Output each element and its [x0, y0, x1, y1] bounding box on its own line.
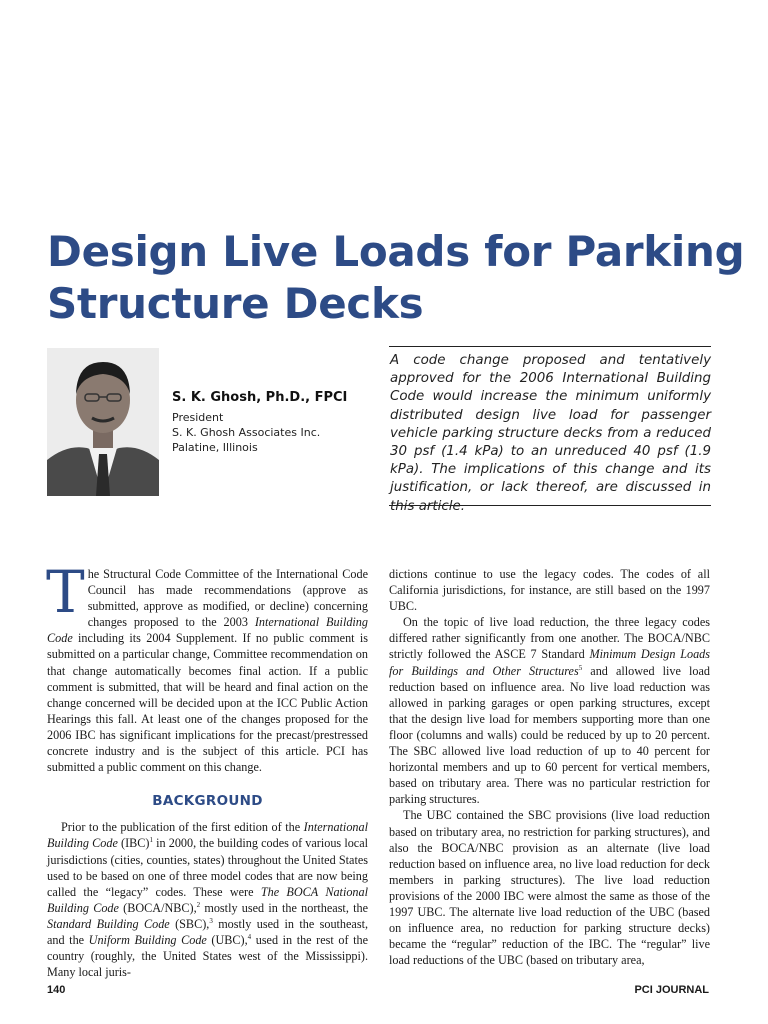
footnote-ref: 3: [209, 916, 213, 925]
author-photo: [47, 348, 159, 496]
italic-text: The BOCA National Building Code: [47, 884, 368, 915]
journal-name: PCI JOURNAL: [634, 984, 709, 996]
footnote-ref: 4: [247, 932, 252, 941]
page-number: 140: [47, 984, 66, 996]
article-title-line-2: Structure Decks: [47, 279, 424, 328]
ubc-paragraph: The UBC contained the SBC provisions (live load reduction based on tributary area, no restriction for parking structures), and also the BOCA/NBC provision as an alternate (live load reduction based on influence area, no live load reduction for deck members in parking structures). The live load reduction provisions of the 2000 IBC were almost the same as those of the 1997 UBC. The alternate live load reduction of the UBC (based on influence area, no reduction for parking structure decks) became the “regular” reduction of the IBC. The “regular” live load reductions of the UBC (based on tributary area,: [389, 808, 710, 968]
body-column-left: [46, 558, 369, 980]
body-text: On the topic of live load reduction, the three legacy codes differed rather significantly from one another. The BOCA/NBC strictly followed the ASCE 7 Standard: [389, 615, 710, 662]
author-location: Palatine, Illinois: [172, 441, 258, 454]
continued-paragraph: dictions continue to use the legacy codes. The codes of all California jurisdictions, for instance, are still based on the 1997 UBC.: [389, 567, 710, 614]
body-text: mostly used in the southeast, and the: [47, 916, 369, 947]
body-column-right: [389, 566, 710, 968]
background-paragraph: [47, 819, 368, 980]
intro-paragraph: [46, 558, 368, 775]
intro-italic: International Building Code: [47, 615, 368, 646]
author-block: [172, 390, 382, 455]
section-heading-background: BACKGROUND: [152, 793, 263, 810]
author-name: S. K. Ghosh, Ph.D., FPCI: [172, 390, 348, 405]
article-title: [47, 226, 745, 330]
abstract-text: A code change proposed and tentatively approved for the 2006 International Building Code would increase the minimum uniformly distributed design live load for passenger vehicle parking structure decks from a reduced 30 psf (1.4 kPa) to an unreduced 40 psf (1.9 kPa). The implications of this change and its justification, or lack thereof, are discussed in this article.: [390, 353, 711, 514]
drop-cap: T: [46, 558, 85, 626]
body-text: (IBC): [117, 836, 150, 851]
footnote-ref: 5: [578, 663, 583, 672]
body-text: (BOCA/NBC),: [118, 900, 197, 915]
body-text: Prior to the publication of the first edition of the: [61, 820, 304, 835]
intro-text: including its 2004 Supplement. If no public comment is submitted on a particular change, Committee recommendation on that change automatically becomes final action. If a public comment is submitted, that will be heard and final action on the change concerned will be decided upon at the ICC Public Action Hearings this fall. At least one of the changes proposed for the 2006 IBC has significant implications for the precast/prestressed concrete industry and is the subject of this article. PCI has submitted a public comment on this change.: [47, 631, 368, 775]
italic-text: Standard Building Code: [47, 916, 170, 931]
body-text: used in the rest of the country (roughly, the United States west of the Mississippi). Many local juris-: [47, 932, 368, 980]
footnote-ref: 1: [149, 836, 153, 845]
article-title-line-1: Design Live Loads for Parking: [47, 227, 745, 276]
intro-text: he Structural Code Committee of the International Code Council has made recommendations (approve as submitted, approve as modified, or decline) concerning changes proposed to the 2003: [87, 567, 368, 630]
body-text: (UBC),: [206, 932, 248, 947]
italic-text: International Building Code: [47, 820, 368, 851]
italic-text: Minimum Design Loads for Buildings and Other Structures: [389, 647, 710, 678]
body-text: (SBC),: [169, 916, 210, 931]
author-role: President: [172, 411, 224, 424]
body-text: and allowed live load reduction based on influence area. No live load reduction was allowed in parking garages or open parking structures, except that the design live load for members supporting more than one floor (columns and walls) could be reduced by up to 20 percent. The SBC allowed live load reduction of up to 40 percent for horizontal members and up to 60 percent for vertical members, based on tributary area. There was no particular restriction for parking structures.: [389, 663, 710, 807]
footnote-ref: 2: [196, 900, 201, 909]
author-portrait-image: [47, 348, 159, 496]
abstract-box: [389, 346, 711, 514]
body-text: in 2000, the building codes of various local jurisdictions (cities, counties, states) throughout the United States used to be based on one of three model codes that are now being called the “legacy” codes. These were: [47, 836, 368, 899]
italic-text: Uniform Building Code: [88, 932, 207, 947]
body-text: mostly used in the northeast, the: [200, 900, 368, 915]
author-company: S. K. Ghosh Associates Inc.: [172, 426, 321, 439]
live-load-paragraph: [389, 614, 710, 807]
